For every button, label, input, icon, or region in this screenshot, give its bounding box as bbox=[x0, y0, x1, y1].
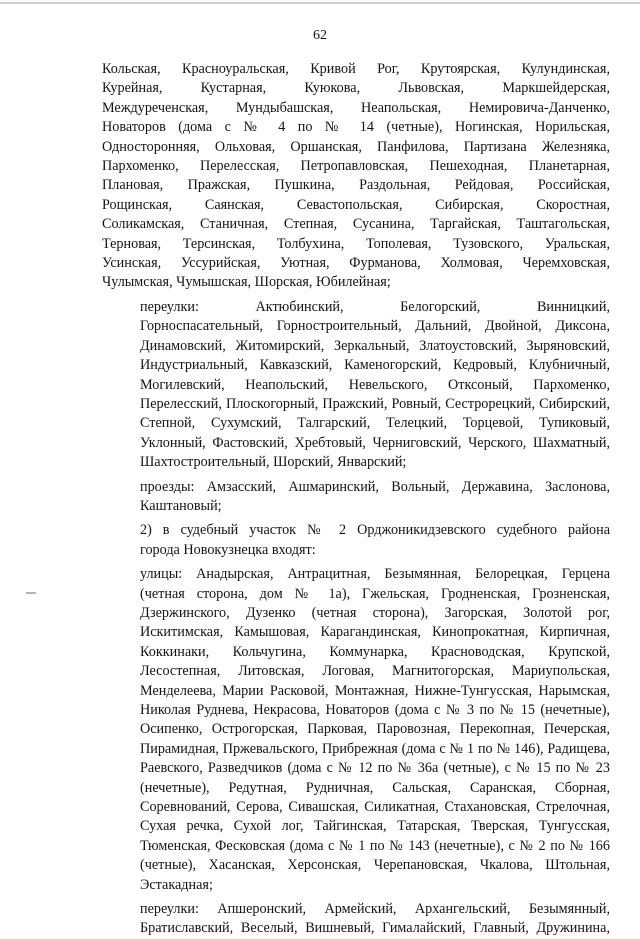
text-line: Междуреченская, Мундыбашская, Неапольская, Немировича-Данченко, bbox=[102, 99, 610, 116]
paragraph-streets-section-2 bbox=[102, 565, 610, 895]
text-line: Соревнований, Серова, Сивашская, Силикатная, Стахановская, Стрелочная, bbox=[140, 799, 610, 816]
text-line: Могилевский, Неапольский, Невельского, Отксоный, Пархоменко, bbox=[140, 376, 610, 393]
text-line: Тюменская, Фесковская (дома с № 1 по № 143 (нечетные), с № 2 по № 166 bbox=[140, 837, 610, 854]
text-line: проезды: Амзасский, Ашмаринский, Вольный, Державина, Заслонова, bbox=[140, 478, 610, 495]
text-line: переулки: Актюбинский, Белогорский, Винницкий, bbox=[140, 298, 610, 315]
paragraph-lanes-section-1 bbox=[102, 298, 610, 473]
text-line: Перелесский, Плоскогорный, Пражский, Ровный, Сестрорецкий, Сибирский, bbox=[140, 395, 610, 412]
paragraph-lanes-section-2 bbox=[102, 900, 610, 939]
text-line: (четные), Хасанская, Херсонская, Черепановская, Чкалова, Штольная, bbox=[140, 857, 610, 874]
text-line: Кольская, Красноуральская, Кривой Рог, Крутоярская, Кулундинская, bbox=[102, 61, 610, 77]
text-line: Дзержинского, Дузенко (четная сторона), Загорская, Золотой рог, bbox=[140, 604, 610, 621]
text-line: города Новокузнецка входят: bbox=[140, 541, 316, 558]
page-top-rule bbox=[0, 2, 640, 4]
text-line: Раевского, Разведчиков (дома с № 12 по № 36а (четные), с № 15 по № 23 bbox=[140, 760, 610, 777]
text-line: Соликамская, Станичная, Степная, Сусанина, Таргайская, Таштагольская, bbox=[102, 216, 610, 233]
text-line: Пирамидная, Пржевальского, Прибрежная (дома с № 1 по № 146), Радищева, bbox=[140, 740, 610, 757]
text-line: Николая Руднева, Некрасова, Новаторов (дома с № 3 по № 15 (нечетные), bbox=[140, 702, 610, 718]
text-line: Рощинская, Саянская, Севастопольская, Сибирская, Скоростная, bbox=[102, 196, 610, 213]
paragraph-streets-list-continued bbox=[102, 60, 610, 293]
text-line: Терновая, Терсинская, Толбухина, Тополевая, Тузовского, Уральская, bbox=[102, 235, 610, 252]
text-line: 2) в судебный участок № 2 Орджоникидзевского судебного района bbox=[140, 522, 610, 539]
text-line: Горноспасательный, Горностроительный, Дальний, Двойной, Диксона, bbox=[140, 318, 610, 335]
paragraph-district-2-heading bbox=[102, 521, 610, 560]
text-line: Односторонняя, Ольховая, Оршанская, Панфилова, Партизана Железняка, bbox=[102, 138, 610, 155]
text-line: Чулымская, Чумышская, Шорская, Юбилейная; bbox=[102, 274, 391, 291]
text-line: Индустриальный, Кавказский, Каменогорский, Кедровый, Клубничный, bbox=[140, 357, 610, 374]
text-line: Осипенко, Острогорская, Парковая, Паровозная, Перекопная, Печерская, bbox=[140, 721, 610, 738]
text-line: (четная сторона, дом № 1а), Гжельская, Гродненская, Грозненская, bbox=[140, 585, 610, 602]
text-line: Шахтостроительный, Шорский, Январский; bbox=[140, 454, 407, 471]
text-line: Плановая, Пражская, Пушкина, Раздольная, Рейдовая, Российская, bbox=[102, 177, 610, 194]
text-line: Коккинаки, Кольчугина, Коммунарка, Красноводская, Крупской, bbox=[140, 643, 610, 660]
text-line: Эстакадная; bbox=[140, 876, 213, 893]
text-line: Менделеева, Марии Расковой, Монтажная, Нижне-Тунгусская, Нарымская, bbox=[140, 682, 610, 699]
text-line: Искитимская, Камышовая, Карагандинская, Кинопрокатная, Кирпичная, bbox=[140, 624, 610, 641]
text-line: Динамовский, Житомирский, Зеркальный, Златоустовский, Зыряновский, bbox=[140, 337, 610, 354]
document-body bbox=[102, 60, 610, 939]
text-line: Каштановый; bbox=[140, 497, 222, 514]
text-line: (нечетные), Редутная, Рудничная, Сальская, Саранская, Сборная, bbox=[140, 779, 610, 796]
text-line: переулки: Апшеронский, Армейский, Архангельский, Безымянный, bbox=[140, 901, 610, 918]
paragraph-driveways-section-1 bbox=[102, 478, 610, 517]
text-line: Братиславский, Веселый, Вишневый, Гималайский, Главный, Дружинина, bbox=[140, 920, 610, 937]
text-line: Уклонный, Фастовский, Хребтовый, Черниговский, Черского, Шахматный, bbox=[140, 434, 610, 451]
page-number: 62 bbox=[313, 28, 327, 43]
text-line: Новаторов (дома с № 4 по № 14 (четные), Ногинская, Норильская, bbox=[102, 119, 610, 136]
text-line: Степной, Сухумский, Талгарский, Телецкий, Торцевой, Тупиковый, bbox=[140, 415, 610, 432]
text-line: Пархоменко, Перелесская, Петропавловская, Пешеходная, Планетарная, bbox=[102, 158, 610, 175]
margin-mark bbox=[26, 592, 36, 594]
text-line: Сухая речка, Сухой лог, Тайгинская, Татарская, Тверская, Тунгусская, bbox=[140, 818, 610, 835]
text-line: Курейная, Кустарная, Куюкова, Львовская, Маркшейдерская, bbox=[102, 80, 610, 97]
text-line: Усинская, Уссурийская, Уютная, Фурманова, Холмовая, Черемховская, bbox=[102, 255, 610, 272]
text-line: Лесостепная, Литовская, Логовая, Магнитогорская, Мариупольская, bbox=[140, 663, 610, 680]
text-line: улицы: Анадырская, Антрацитная, Безымянная, Белорецкая, Герцена bbox=[140, 566, 610, 583]
